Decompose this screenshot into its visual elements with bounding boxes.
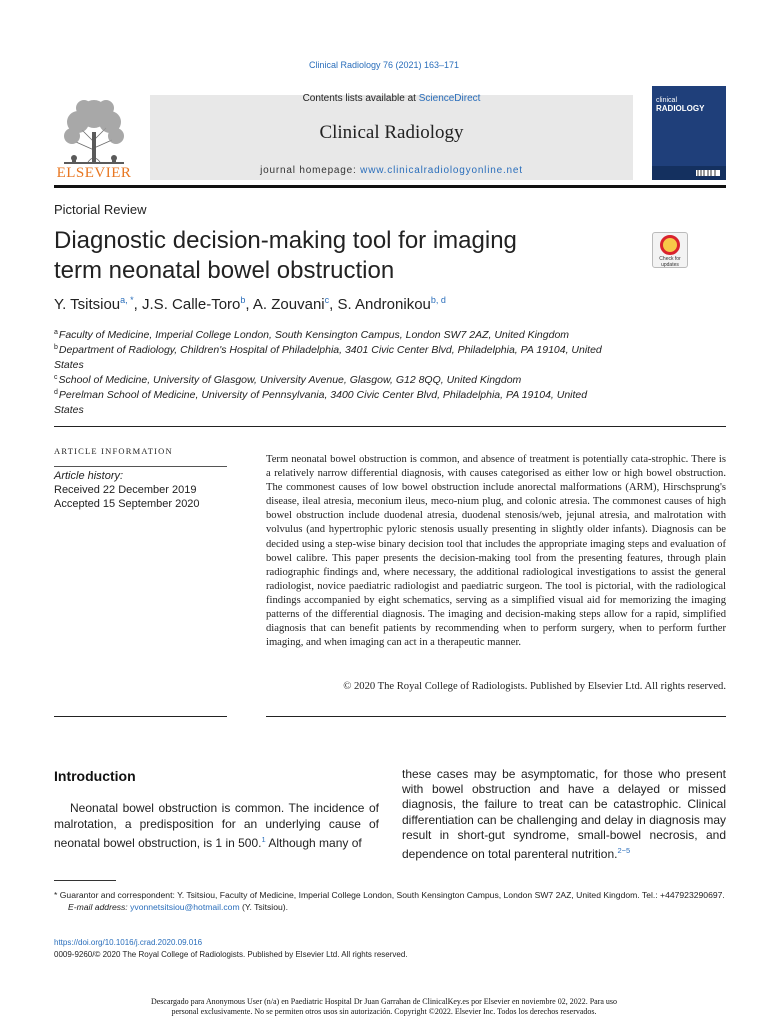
cover-title [656,97,722,113]
contents-prefix: Contents lists available at [302,93,419,104]
title-line-2: term neonatal bowel obstruction [54,257,395,284]
affiliation-text: Faculty of Medicine, Imperial College London, South Kensington Campus, London SW7 2AZ, United Kingdom [58,329,570,341]
email-label: E-mail address: [68,902,131,912]
author-separator: , [329,296,338,313]
header-rule [54,185,726,188]
reference-link[interactable]: 1 [261,835,266,844]
author-name[interactable]: Y. Tsitsiou [54,296,121,313]
accepted-date: Accepted 15 September 2020 [54,498,200,510]
article-history-label: Article history: [54,470,124,482]
affiliation-text: Department of Radiology, Children's Hospital of Philadelphia, 3401 Civic Center Blvd, Philadelphia, PA 19104, United [58,344,602,356]
section-rule [54,426,726,427]
intro-right-text: these cases may be asymptomatic, for those who present with bowel obstruction and have a delayed or missed diagnosis, the failure to treat can be catastrophic. Clinical differentiation can be challenging and delay in diagnosis may result in short-gut syndrome, small-bowel necrosis, and dependence on total parenteral nutrition. [402,767,726,862]
affiliation [54,340,644,373]
author-affil-mark[interactable]: a, * [120,295,134,305]
introduction-heading: Introduction [54,768,136,784]
affiliation-text: School of Medicine, University of Glasgow, University Avenue, Glasgow, G12 8QQ, United Kingdom [58,374,522,386]
affiliation-text-cont: States [54,404,84,416]
journal-homepage-link[interactable]: www.clinicalradiologyonline.net [360,165,523,176]
abstract-text: Term neonatal bowel obstruction is common, and absence of treatment is potentially cata-strophic. There is a relatively narrow differential diagnosis, with causes categorised as either low or high bowel obstruction. The commonest causes of low bowel obstruction include anorectal malformations (ARM), Hirschsprung's disease, ileal atresia, meconium ileus, meco-nium plug, and colonic atresia. The commonest causes of high bowel obstruction include duodenal atresia, duodenal stenosis/web, jejunal atresia, and malrotation with volvulus (and hypertrophic pyloric stenosis usually presenting in slightly older infants). Diagnosis can be decided using a step-wise binary decision tool that includes the appropriate imaging steps and evaluation of bowel calibre. This paper presents the decision-making tool from the presenting features, through plain radiographic findings and, where necessary, the additional radiological investigations to assist the general radiologist, novice paediatric radiologist and paediatric surgeon. The tool is pictorial, with the radiological findings accompanied by eight schematics, serving as a simplified visual aid for memorizing the imaging patterns of the differential diagnosis. The imaging and decision-making steps allow for a rapid, simplified diagnosis that can benefit patients by recommending when to perform surgery, when to perform further imaging, and when imaging can act in a therapeutic manner. [266,454,726,649]
intro-paragraph-right [402,767,726,862]
article-info-heading: ARTICLE INFORMATION [54,446,173,456]
check-for-updates-label: Check for updates [659,256,681,268]
intro-paragraph-left [54,800,379,851]
check-for-updates-icon [660,235,680,255]
cover-line-1: clinical [656,97,678,104]
author-separator: , [133,296,143,313]
intro-left-tail: Although many of [265,836,362,850]
affiliation-mark: a [54,329,58,336]
affiliation-mark: b [54,344,58,351]
author-affil-mark[interactable]: b, d [430,295,446,305]
download-notice-line-1: Descargado para Anonymous User (n/a) en Paediatric Hospital Dr Juan Garrahan de ClinicalKey.es por Elsevier en noviembre 02, 2022. Para uso [150,997,618,1006]
download-notice [0,997,768,1016]
journal-citation[interactable]: Clinical Radiology 76 (2021) 163–171 [308,60,460,70]
info-bottom-rule [54,716,227,717]
author-affil-mark[interactable]: c [324,295,330,305]
article-type: Pictorial Review [54,202,147,217]
correspondent-footnote [54,889,726,913]
cover-line-2: RADIOLOGY [656,104,705,113]
email-link[interactable]: yvonnetsitsiou@hotmail.com [130,902,240,912]
email-tail: (Y. Tsitsiou). [239,902,289,912]
abstract-copyright: © 2020 The Royal College of Radiologists. Published by Elsevier Ltd. All rights reserved. [343,681,726,692]
doi-link[interactable]: https://doi.org/10.1016/j.crad.2020.09.016 [54,938,203,947]
title-line-1: Diagnostic decision-making tool for imaging [54,227,517,254]
affiliation-mark: d [54,389,58,396]
affiliation [54,385,644,418]
affiliation-mark: c [54,374,58,381]
author-affil-mark[interactable]: b [240,295,246,305]
affiliation-text: Perelman School of Medicine, University of Pennsylvania, 3400 Civic Center Blvd, Philadelphia, PA 19104, United [58,389,588,401]
author-name[interactable]: A. Zouvani [252,296,325,313]
issn-copyright: 0009-9260/© 2020 The Royal College of Radiologists. Published by Elsevier Ltd. All rights reserved. [54,950,408,959]
journal-name: Clinical Radiology [319,122,464,143]
contents-line [150,93,633,104]
author-name[interactable]: J.S. Calle-Toro [142,296,241,313]
correspondent-text: * Guarantor and correspondent: Y. Tsitsiou, Faculty of Medicine, Imperial College London, South Kensington Campus, London SW7 2AZ, United Kingdom. Tel.: +447923290697. [54,890,725,900]
article-title [54,226,634,286]
received-date: Received 22 December 2019 [54,484,197,496]
author-list [54,295,446,313]
reference-link[interactable]: 2−5 [617,846,631,856]
footnote-rule [54,880,116,881]
article-info-rule [54,466,227,467]
email-line [54,901,726,913]
abstract-bottom-rule [266,716,726,717]
download-notice-line-2: personal exclusivamente. No se permiten otros usos sin autorización. Copyright ©2022. Elsevier Inc. Todos los derechos reservados. [171,1006,597,1016]
author-name[interactable]: S. Andronikou [337,296,431,313]
elsevier-wordmark[interactable]: ELSEVIER [56,165,132,181]
intro-left-text: Neonatal bowel obstruction is common. The incidence of malrotation, a predisposition for an underlying cause of neonatal bowel obstruction, is 1 in 500. [54,801,379,850]
affiliation-text-cont: States [54,359,84,371]
sciencedirect-link[interactable]: ScienceDirect [418,93,481,104]
homepage-prefix: journal homepage: [260,165,361,176]
journal-homepage-line [150,165,633,176]
author-separator: , [245,296,253,313]
